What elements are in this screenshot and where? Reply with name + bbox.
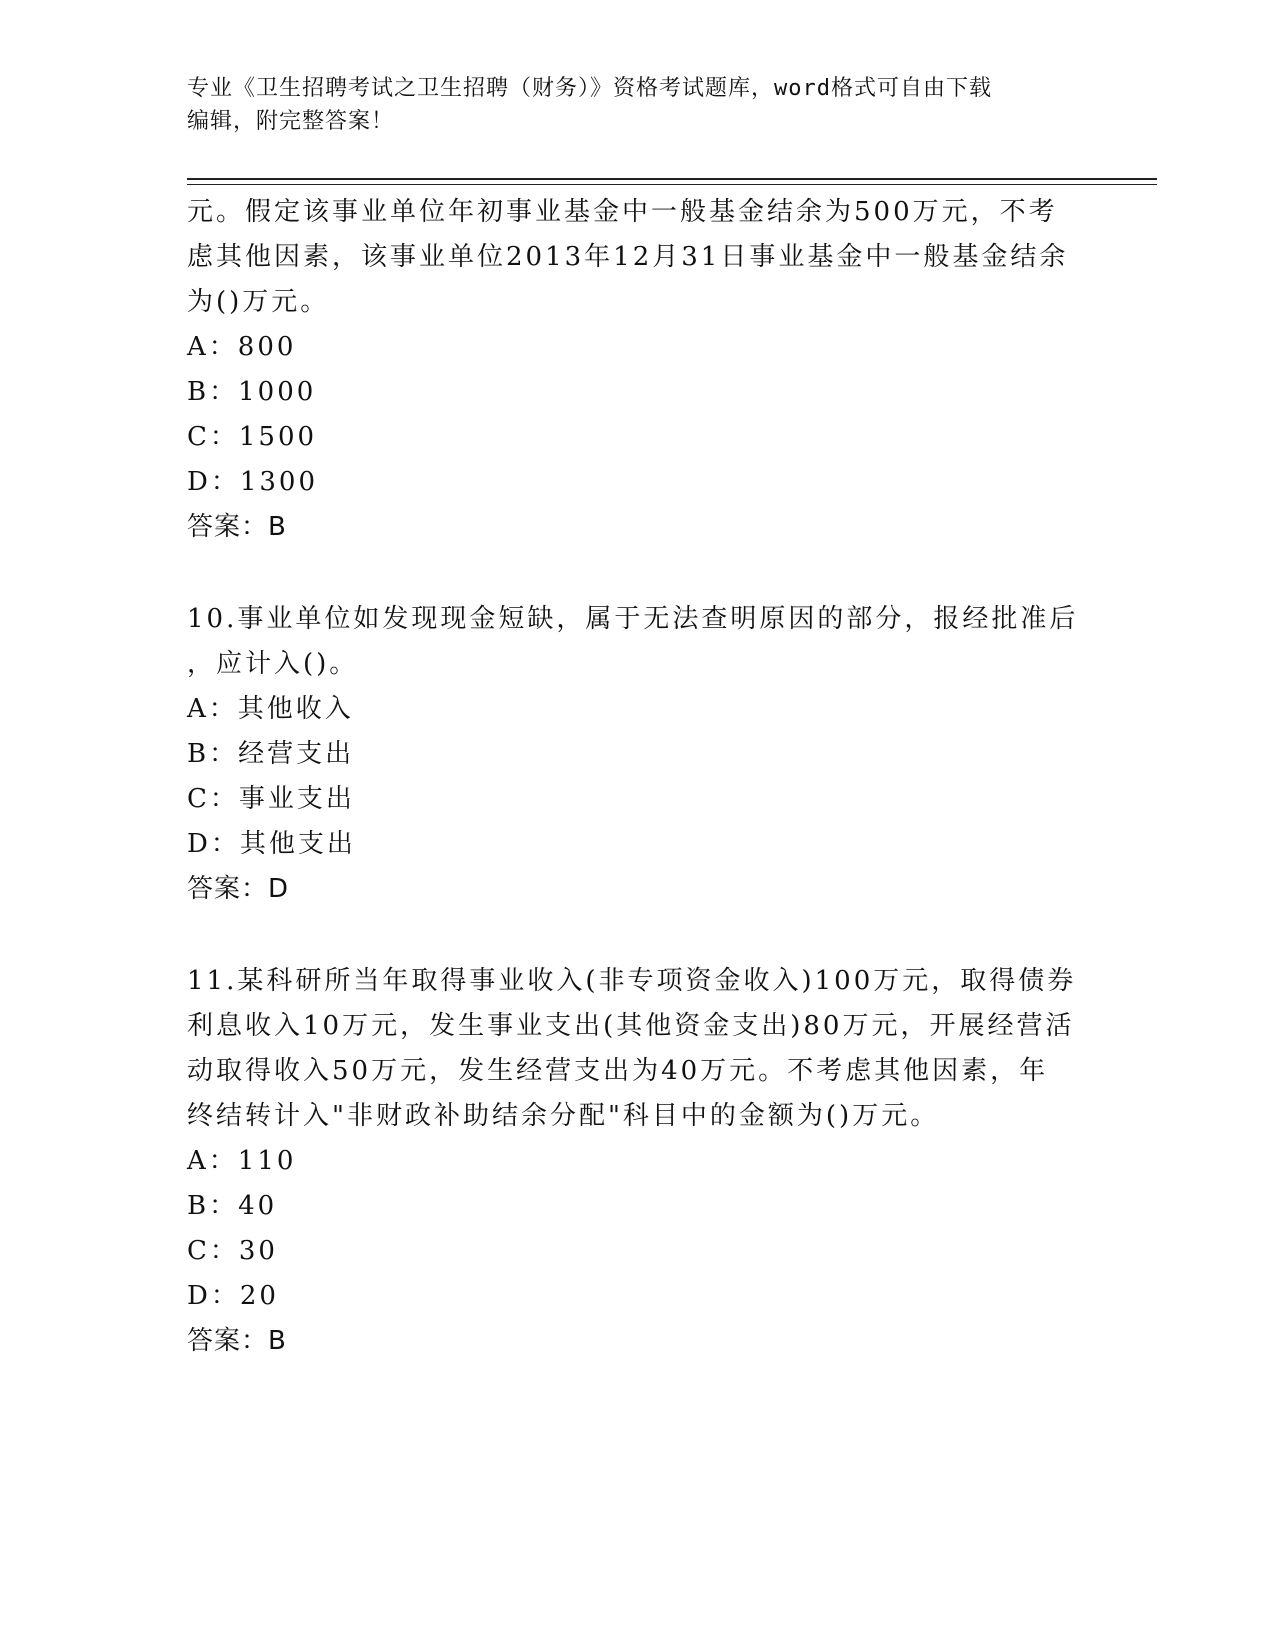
option-b: B：40	[187, 1191, 278, 1221]
question-11	[187, 959, 1087, 1364]
question-list	[187, 190, 1087, 1364]
question-stem-line: 为()万元。	[187, 287, 330, 317]
header-divider	[187, 178, 1157, 185]
option-d: D：20	[187, 1281, 279, 1311]
question-stem-line: 虑其他因素，该事业单位2013年12月31日事业基金中一般基金结余	[187, 242, 1069, 272]
question-stem-line: 元。假定该事业单位年初事业基金中一般基金结余为500万元，不考	[187, 197, 1058, 227]
option-b: B：经营支出	[187, 739, 355, 769]
header-line: 专业《卫生招聘考试之卫生招聘（财务）》资格考试题库，word格式可自由下载	[187, 76, 992, 101]
option-a: A：800	[187, 332, 297, 362]
question-10	[187, 597, 1087, 912]
question-stem-line: 10.事业单位如发现现金短缺，属于无法查明原因的部分，报经批准后	[187, 604, 1079, 634]
answer-line: 答案：D	[187, 874, 290, 904]
page-header	[187, 72, 1067, 138]
option-b: B：1000	[187, 377, 317, 407]
option-d: D：其他支出	[187, 829, 356, 859]
option-a: A：其他收入	[187, 694, 354, 724]
header-line: 编辑，附完整答案！	[187, 109, 395, 134]
answer-line: 答案：B	[187, 512, 287, 542]
question-stem-line: ，应计入()。	[187, 649, 359, 679]
question-stem-line: 利息收入10万元，发生事业支出(其他资金支出)80万元，开展经营活	[187, 1011, 1075, 1041]
question-stem-line: 11.某科研所当年取得事业收入(非专项资金收入)100万元，取得债券	[187, 966, 1077, 996]
option-c: C：事业支出	[187, 784, 355, 814]
question-9	[187, 190, 1087, 550]
question-stem-line: 终结转计入"非财政补助结余分配"科目中的金额为()万元。	[187, 1101, 940, 1131]
option-c: C：1500	[187, 422, 318, 452]
option-a: A：110	[187, 1146, 297, 1176]
answer-line: 答案：B	[187, 1326, 287, 1356]
question-stem-line: 动取得收入50万元，发生经营支出为40万元。不考虑其他因素，年	[187, 1056, 1049, 1086]
option-c: C：30	[187, 1236, 278, 1266]
option-d: D：1300	[187, 467, 319, 497]
